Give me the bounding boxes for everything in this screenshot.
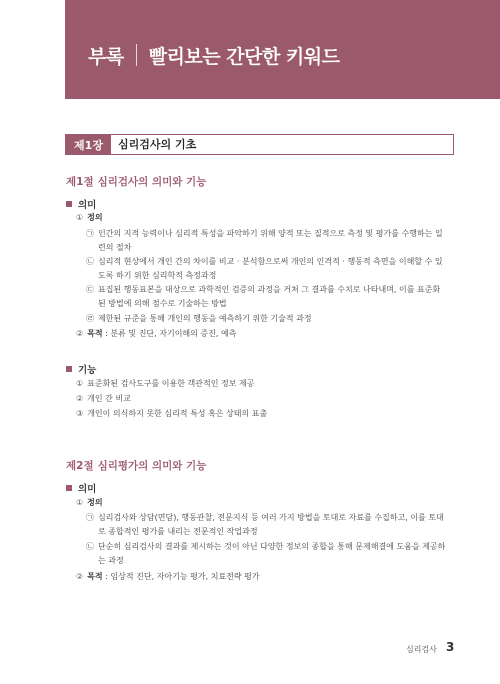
item-text: 제한된 규준을 통해 개인의 행동을 예측하기 위한 기술적 과정	[98, 314, 312, 323]
subhead-meaning-2	[66, 481, 96, 495]
circled-number: ①	[76, 498, 84, 507]
definition-label: 정의	[87, 498, 103, 507]
banner-left-label: 부록	[88, 45, 124, 68]
list-item-continuation: 된 방법에 의해 점수로 기술하는 방법	[98, 299, 227, 308]
square-bullet-icon	[66, 366, 72, 372]
list-item-continuation: 도록 하기 위한 심리학적 측정과정	[98, 271, 217, 280]
list-item	[76, 378, 254, 389]
subhead-function	[66, 362, 96, 376]
chapter-header	[65, 134, 454, 155]
section-1-title: 심리검사의 의미와 기능	[97, 176, 207, 188]
chapter-tag: 제1장	[66, 135, 111, 154]
item-mark: ㉡	[86, 542, 94, 551]
subhead-label: 의미	[78, 200, 97, 211]
definition-row	[76, 497, 103, 508]
purpose-row	[76, 328, 236, 339]
item-text: 단순히 심리검사의 결과를 제시하는 것이 아닌 다양한 정보의 종합을 통해 문제해결에 도움을 제공하	[98, 542, 446, 551]
section-heading-1	[66, 174, 206, 189]
item-mark: ㉢	[86, 285, 94, 294]
item-text: 심리적 현상에서 개인 간의 차이를 비교 · 분석함으로써 개인의 인격적 · 행동적 측면을 이해할 수 있	[98, 257, 443, 266]
subhead-meaning-1	[66, 197, 96, 211]
list-item	[76, 393, 131, 404]
list-item	[86, 228, 443, 239]
subhead-label: 기능	[78, 365, 97, 376]
list-item	[86, 541, 445, 552]
circled-number: ②	[76, 329, 84, 338]
list-item-continuation: 는 과정	[98, 556, 124, 565]
chapter-title: 심리검사의 기초	[118, 138, 197, 151]
banner-right-label: 빨리보는 간단한 키워드	[148, 45, 340, 68]
item-mark: ㉡	[86, 257, 94, 266]
purpose-row	[76, 571, 260, 582]
circled-number: ②	[76, 394, 84, 403]
item-text: 개인이 의식하지 못한 심리적 특성 혹은 상태의 표출	[87, 409, 268, 418]
banner-divider	[136, 44, 137, 66]
purpose-text: : 임상적 진단, 자아기능 평가, 치료전략 평가	[105, 572, 260, 581]
circled-number: ①	[76, 379, 84, 388]
section-2-title: 심리평가의 의미와 기능	[97, 460, 207, 472]
purpose-text: : 분류 및 진단, 자기이해의 증진, 예측	[105, 329, 237, 338]
item-mark: ㉠	[86, 513, 94, 522]
page-number: 3	[446, 640, 455, 654]
list-item	[86, 256, 443, 267]
list-item-continuation: 련의 절차	[98, 243, 132, 252]
banner-title	[88, 40, 340, 70]
list-item	[86, 512, 444, 523]
section-2-prefix: 제2절	[66, 460, 94, 472]
purpose-label: 목적	[87, 329, 103, 338]
list-item	[86, 284, 440, 295]
definition-label: 정의	[87, 213, 103, 222]
list-item	[86, 313, 312, 324]
item-mark: ㉣	[86, 314, 94, 323]
list-item-continuation: 로 종합적인 평가를 내리는 전문적인 작업과정	[98, 527, 258, 536]
circled-number: ③	[76, 409, 84, 418]
section-heading-2	[66, 458, 206, 473]
circled-number: ①	[76, 213, 84, 222]
subhead-label: 의미	[78, 484, 97, 495]
section-1-prefix: 제1절	[66, 176, 94, 188]
item-text: 개인 간 비교	[87, 394, 131, 403]
item-text: 표집된 행동표본을 대상으로 과학적인 검증의 과정을 거쳐 그 결과를 수치로 나타내며, 이를 표준화	[98, 285, 441, 294]
square-bullet-icon	[66, 485, 72, 491]
item-text: 표준화된 검사도구를 이용한 객관적인 정보 제공	[87, 379, 255, 388]
item-mark: ㉠	[86, 229, 94, 238]
list-item	[76, 408, 267, 419]
definition-row	[76, 212, 103, 223]
circled-number: ②	[76, 572, 84, 581]
item-text: 심리검사와 상담(면담), 행동관찰, 전문지식 등 여러 가지 방법을 토대로 자료를 수집하고, 이를 토대	[98, 513, 444, 522]
square-bullet-icon	[66, 201, 72, 207]
purpose-label: 목적	[87, 572, 103, 581]
footer-label: 심리검사	[406, 645, 437, 654]
item-text: 인간의 지적 능력이나 심리적 특성을 파악하기 위해 양적 또는 질적으로 측정 및 평가를 수행하는 일	[98, 229, 443, 238]
